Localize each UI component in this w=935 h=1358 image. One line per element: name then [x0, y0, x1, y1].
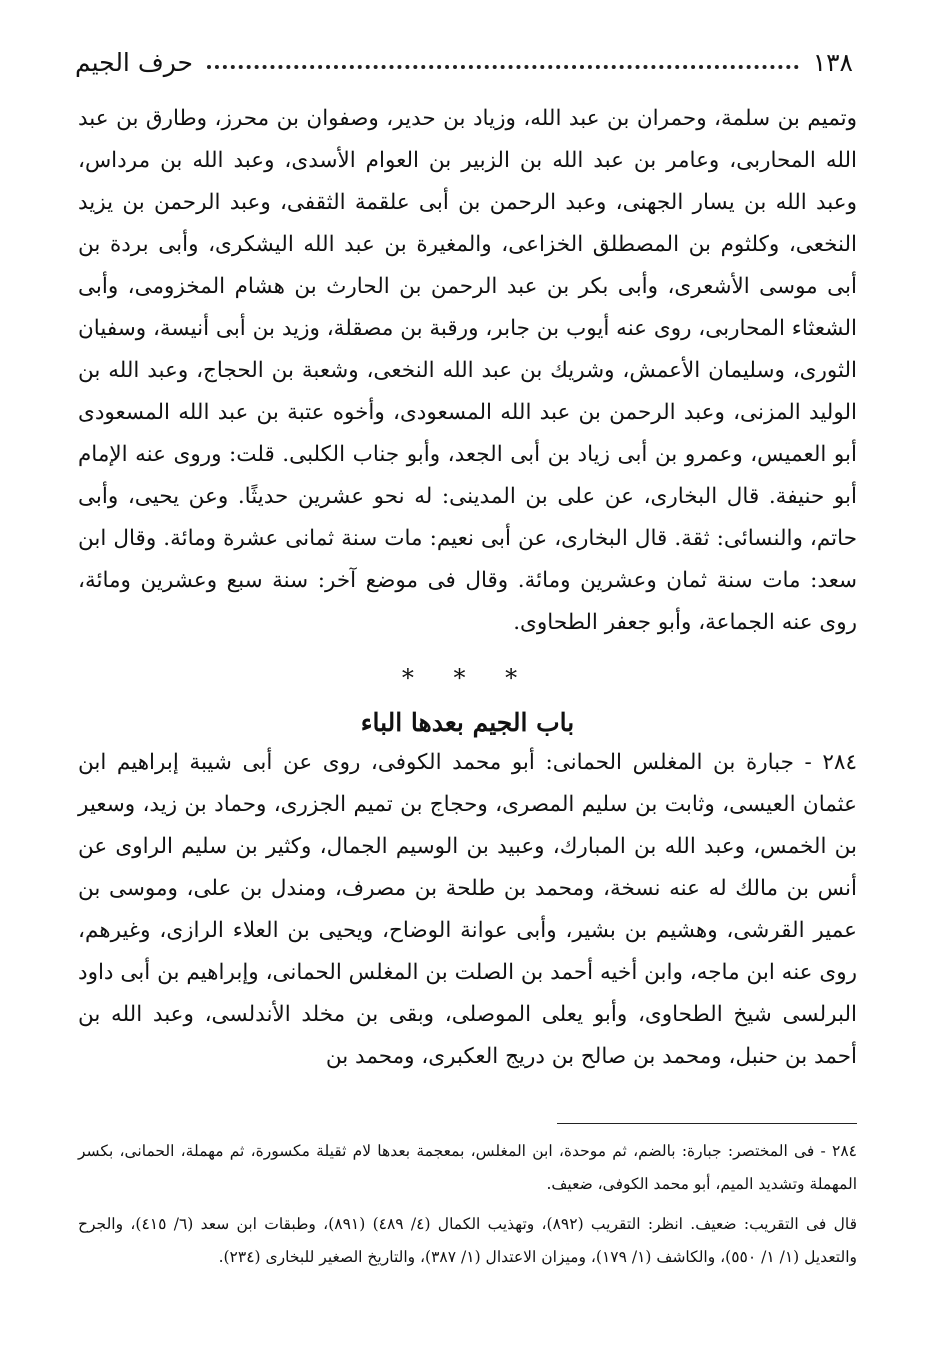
- section-separator: * * *: [401, 664, 534, 692]
- footnote-rule: [557, 1123, 857, 1124]
- entry-283-continuation: وتميم بن سلمة، وحمران بن عبد الله، وزياد بن حدير، وصفوان بن محرز، وطارق بن عبد الله المحاربى، وعامر بن عبد الله بن الزبير بن العوام الأسدى، وعبد الله بن مرداس، وعبد الله بن يسار الجهنى، وعبد الرحمن بن أبى علقمة الثقفى، وعبد الرحمن بن يزيد النخعى، وكلثوم بن المصطلق الخزاعى، والمغيرة بن عبد الله اليشكرى، وأبى بردة بن أبى موسى الأشعرى، وأبى بكر بن عبد الرحمن بن الحارث بن هشام المخزومى، وأبى الشعثاء المحاربى، روى عنه أيوب بن جابر، ورقبة بن مصقلة، وزيد بن أبى أنيسة، وسفيان الثورى، وسليمان الأعمش، وشريك بن عبد الله النخعى، وشعبة بن الحجاج، وعبد الله بن الوليد المزنى، وعبد الرحمن بن عبد الله المسعودى، وأخوه عتبة بن عبد الله المسعودى أبو العميس، وعمرو بن أبى زياد بن أبى الجعد، وأبو جناب الكلبى. قلت: وروى عنه الإمام أبو حنيفة. قال البخارى، عن على بن المدينى: له نحو عشرين حديثًا. وعن يحيى، وأبى حاتم، والنسائى: ثقة. قال البخارى، عن أبى نعيم: مات سنة ثمانى عشرة ومائة. وقال ابن سعد: مات سنة ثمان وعشرين ومائة. وقال فى موضع آخر: سنة سبع وعشرين ومائة، روى عنه الجماعة، وأبو جعفر الطحاوى.: [78, 106, 857, 635]
- entry-284: ٢٨٤ - جبارة بن المغلس الحمانى: أبو محمد الكوفى، روى عن أبى شيبة إبراهيم ابن عثمان العيسى، وثابت بن سليم المصرى، وحجاج بن تميم الجزرى، وحماد بن زيد، وسعير بن الخمس، وعبد الله بن المبارك، وعبيد بن الوسيم الجمال، وكثير بن سليم الراوى عن أنس بن مالك له عنه نسخة، ومحمد بن طلحة بن مصرف، ومندل بن على، وموسى بن عمير القرشى، وهشيم بن بشير، وأبى عوانة الوضاح، ويحيى بن العلاء الرازى، وغيرهم، روى عنه ابن ماجه، وابن أخيه أحمد بن الصلت بن المغلس الحمانى، وإبراهيم بن أبى داود البرلسى شيخ الطحاوى، وأبو يعلى الموصلى، وبقى بن مخلد الأندلسى، وعبد الله بن أحمد بن حنبل، ومحمد بن صالح بن دريج العكبرى، ومحمد بن: [78, 750, 857, 1069]
- header-dotted-leader: [207, 65, 799, 69]
- page-number: ١٣٨: [812, 47, 853, 77]
- footnote-2: قال فى التقريب: ضعيف. انظر: التقريب (٨٩٢)، وتهذيب الكمال (٤/ ٤٨٩) (٨٩١)، وطبقات ابن سعد (٦/ ٤١٥)، والجرح والتعديل (١/ ١/ ٥٥٠)، والكاشف (١/ ١٧٩)، وميزان الاعتدال (١/ ٣٨٧)، والتاريخ الصغير للبخارى (٢٣٤).: [78, 1215, 858, 1266]
- footnote-1: ٢٨٤ - فى المختصر: جبارة: بالضم، ثم موحدة، ابن المغلس، بمعجمة بعدها لام ثقيلة مكسورة، ثم مهملة، الحمانى، بكسر المهملة وتشديد الميم، أبو محمد الكوفى، ضعيف.: [78, 1142, 857, 1193]
- page-header: [75, 40, 853, 84]
- section-title: باب الجيم بعدها الباء: [360, 708, 575, 737]
- running-title: حرف الجيم: [75, 47, 193, 77]
